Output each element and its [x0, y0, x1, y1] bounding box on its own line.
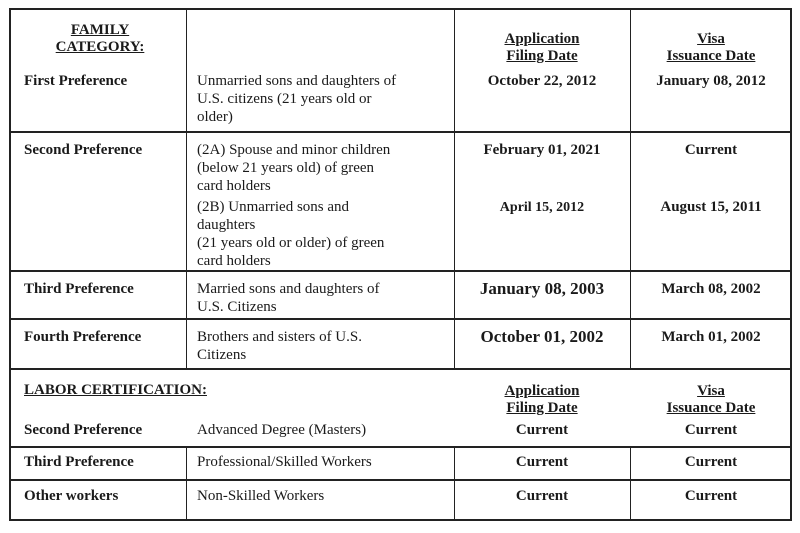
labor-second-preference-category: Second Preference	[24, 422, 143, 438]
labor-third-preference-category: Third Preference	[24, 454, 134, 470]
second-preference-2b-desc: (21 years old or older) of green	[197, 235, 385, 251]
fourth-preference-filing-date: October 01, 2002	[480, 327, 604, 346]
labor-other-workers-category: Other workers	[24, 488, 119, 504]
row-divider	[9, 270, 792, 272]
third-preference-visa-date: March 08, 2002	[661, 281, 761, 297]
column-divider	[186, 9, 187, 369]
visa-date-header-line2: Issuance Date	[666, 48, 756, 64]
first-preference-desc: U.S. citizens (21 years old or	[197, 91, 372, 107]
third-preference-category: Third Preference	[24, 281, 134, 297]
labor-other-workers-visa: Current	[684, 488, 738, 504]
labor-visa-header-line2: Issuance Date	[666, 400, 756, 416]
labor-second-preference-desc: Advanced Degree (Masters)	[197, 422, 367, 438]
second-preference-2b-visa-date: August 15, 2011	[660, 199, 762, 215]
second-preference-2a-visa-date: Current	[684, 142, 738, 158]
row-divider	[9, 131, 792, 133]
column-divider	[186, 447, 187, 520]
filing-date-header-line2: Filing Date	[506, 48, 578, 64]
labor-filing-header-line1: Application	[504, 383, 580, 399]
second-preference-category: Second Preference	[24, 142, 143, 158]
second-preference-2b-desc: (2B) Unmarried sons and	[197, 199, 350, 215]
row-divider	[9, 318, 792, 320]
labor-third-preference-visa: Current	[684, 454, 738, 470]
visa-date-header-line1: Visa	[697, 31, 725, 47]
fourth-preference-desc: Brothers and sisters of U.S.	[197, 329, 362, 345]
filing-date-header-line1: Application	[504, 31, 580, 47]
row-divider	[9, 368, 792, 370]
family-title-line1: FAMILY	[70, 22, 130, 38]
second-preference-2b-desc: daughters	[197, 217, 256, 233]
second-preference-2a-desc: (2A) Spouse and minor children	[197, 142, 391, 158]
fourth-preference-desc: Citizens	[197, 347, 247, 363]
row-divider	[9, 446, 792, 448]
second-preference-2a-filing-date: February 01, 2021	[483, 142, 601, 158]
second-preference-2a-desc: card holders	[197, 178, 271, 194]
second-preference-2b-filing-date: April 15, 2012	[499, 200, 585, 215]
labor-visa-header-line1: Visa	[697, 383, 725, 399]
row-divider	[9, 479, 792, 481]
labor-other-workers-desc: Non-Skilled Workers	[197, 488, 325, 504]
first-preference-desc: Unmarried sons and daughters of	[197, 73, 397, 89]
first-preference-filing-date: October 22, 2012	[487, 73, 597, 89]
column-divider	[454, 447, 455, 520]
labor-second-preference-visa: Current	[684, 422, 738, 438]
first-preference-desc: older)	[197, 109, 233, 125]
first-preference-visa-date: January 08, 2012	[656, 73, 766, 89]
first-preference-category: First Preference	[24, 73, 128, 89]
column-divider	[454, 9, 455, 369]
second-preference-2a-desc: (below 21 years old) of green	[197, 160, 375, 176]
third-preference-desc: Married sons and daughters of	[197, 281, 380, 297]
column-divider	[630, 9, 631, 369]
third-preference-desc: U.S. Citizens	[197, 299, 277, 315]
labor-other-workers-filing: Current	[515, 488, 569, 504]
labor-third-preference-desc: Professional/Skilled Workers	[197, 454, 372, 470]
column-divider	[630, 447, 631, 520]
fourth-preference-category: Fourth Preference	[24, 329, 142, 345]
labor-third-preference-filing: Current	[515, 454, 569, 470]
second-preference-2b-desc: card holders	[197, 253, 271, 269]
third-preference-filing-date: January 08, 2003	[479, 279, 605, 298]
labor-second-preference-filing: Current	[515, 422, 569, 438]
fourth-preference-visa-date: March 01, 2002	[661, 329, 761, 345]
labor-filing-header-line2: Filing Date	[506, 400, 578, 416]
labor-title: LABOR CERTIFICATION:	[24, 382, 207, 398]
family-title-line2: CATEGORY:	[55, 39, 145, 55]
